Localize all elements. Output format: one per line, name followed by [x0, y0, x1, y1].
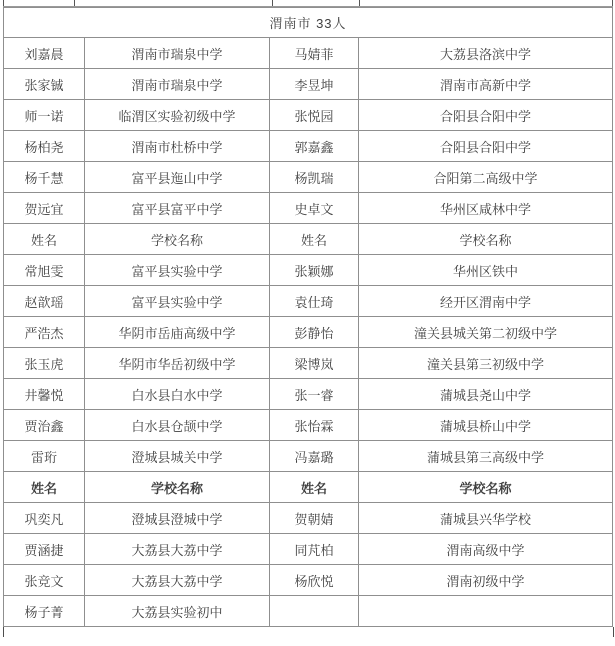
- table-row: [4, 255, 613, 286]
- school-cell: 经开区渭南中学: [359, 286, 613, 317]
- school-cell: 大荔县大荔中学: [85, 534, 270, 565]
- name-cell: 张一睿: [270, 379, 359, 410]
- school-cell: 华阴市华岳初级中学: [85, 348, 270, 379]
- city-header-row: [4, 8, 613, 38]
- name-cell: 贾治鑫: [4, 410, 85, 441]
- name-cell: 张颖娜: [270, 255, 359, 286]
- name-cell: 张家铖: [4, 69, 85, 100]
- name-cell: 井馨悦: [4, 379, 85, 410]
- partial-table-top: [3, 0, 613, 7]
- school-cell: 富平县实验中学: [85, 286, 270, 317]
- name-cell: 常旭雯: [4, 255, 85, 286]
- table-row: [4, 348, 613, 379]
- school-cell: 合阳县合阳中学: [359, 100, 613, 131]
- roster-body: [4, 8, 613, 627]
- name-cell: 张玉虎: [4, 348, 85, 379]
- name-cell: 张悦园: [270, 100, 359, 131]
- school-cell: 富平县实验中学: [85, 255, 270, 286]
- name-cell: 杨柏尧: [4, 131, 85, 162]
- name-cell: 严浩杰: [4, 317, 85, 348]
- name-cell: 郭嘉鑫: [270, 131, 359, 162]
- partial-row-bottom: [3, 627, 614, 637]
- school-cell: 白水县仓颉中学: [85, 410, 270, 441]
- table-row: [4, 596, 613, 627]
- name-cell: 冯嘉璐: [270, 441, 359, 472]
- name-cell: 杨子菁: [4, 596, 85, 627]
- table-row: [4, 565, 613, 596]
- school-cell: 华州区咸林中学: [359, 193, 613, 224]
- name-cell: 杨凯瑞: [270, 162, 359, 193]
- table-row: [4, 193, 613, 224]
- empty-cell: [273, 0, 360, 7]
- school-cell: 潼关县第三初级中学: [359, 348, 613, 379]
- column-header-cell: 学校名称: [85, 472, 270, 503]
- table-row: [4, 162, 613, 193]
- school-cell: 华州区铁中: [359, 255, 613, 286]
- name-cell: 雷珩: [4, 441, 85, 472]
- name-cell: 赵歆瑶: [4, 286, 85, 317]
- partial-row-top: [4, 0, 613, 7]
- school-cell: 白水县白水中学: [85, 379, 270, 410]
- table-row: [4, 38, 613, 69]
- name-cell: 杨欣悦: [270, 565, 359, 596]
- name-cell: 马婧菲: [270, 38, 359, 69]
- school-cell: 潼关县城关第二初级中学: [359, 317, 613, 348]
- school-cell: 渭南高级中学: [359, 534, 613, 565]
- column-header-cell: 姓名: [270, 224, 359, 255]
- name-cell: 师一诺: [4, 100, 85, 131]
- name-cell: 杨千慧: [4, 162, 85, 193]
- school-cell: 蒲城县兴华学校: [359, 503, 613, 534]
- column-header-cell: 学校名称: [85, 224, 270, 255]
- school-cell: 澄城县澄城中学: [85, 503, 270, 534]
- name-cell: 张怡霖: [270, 410, 359, 441]
- column-header-cell: 学校名称: [359, 472, 613, 503]
- name-cell: 梁博岚: [270, 348, 359, 379]
- table-row: [4, 317, 613, 348]
- name-cell: 李昱坤: [270, 69, 359, 100]
- name-cell: 张竞文: [4, 565, 85, 596]
- school-cell: [359, 596, 613, 627]
- school-cell: 合阳第二高级中学: [359, 162, 613, 193]
- school-cell: 渭南市杜桥中学: [85, 131, 270, 162]
- name-cell: 彭静怡: [270, 317, 359, 348]
- school-cell: 华阴市岳庙高级中学: [85, 317, 270, 348]
- empty-cell: [360, 0, 613, 7]
- name-cell: 贾涵捷: [4, 534, 85, 565]
- school-cell: 渭南市瑞泉中学: [85, 38, 270, 69]
- school-cell: 大荔县洛滨中学: [359, 38, 613, 69]
- table-row: [4, 286, 613, 317]
- table-row: [4, 131, 613, 162]
- city-header-cell: 渭南市 33人: [4, 8, 613, 38]
- school-cell: 合阳县合阳中学: [359, 131, 613, 162]
- table-row: [4, 100, 613, 131]
- empty-cell: [4, 0, 75, 7]
- table-row: [4, 441, 613, 472]
- column-header-row: [4, 224, 613, 255]
- column-header-cell: 学校名称: [359, 224, 613, 255]
- table-row: [4, 534, 613, 565]
- school-cell: 临渭区实验初级中学: [85, 100, 270, 131]
- roster-table: [3, 7, 613, 627]
- column-header-row: [4, 472, 613, 503]
- school-cell: 蒲城县第三高级中学: [359, 441, 613, 472]
- school-cell: 大荔县实验初中: [85, 596, 270, 627]
- school-cell: 富平县迤山中学: [85, 162, 270, 193]
- table-row: [4, 410, 613, 441]
- name-cell: 巩奕凡: [4, 503, 85, 534]
- name-cell: 贺朝婧: [270, 503, 359, 534]
- school-cell: 渭南市瑞泉中学: [85, 69, 270, 100]
- school-cell: 富平县富平中学: [85, 193, 270, 224]
- school-cell: 渭南市高新中学: [359, 69, 613, 100]
- empty-cell: [75, 0, 273, 7]
- table-row: [4, 379, 613, 410]
- school-cell: 大荔县大荔中学: [85, 565, 270, 596]
- name-cell: 袁仕琦: [270, 286, 359, 317]
- school-cell: 渭南初级中学: [359, 565, 613, 596]
- school-cell: 澄城县城关中学: [85, 441, 270, 472]
- name-cell: 贺远宜: [4, 193, 85, 224]
- school-cell: 蒲城县桥山中学: [359, 410, 613, 441]
- column-header-cell: 姓名: [4, 472, 85, 503]
- name-cell: 同芃柏: [270, 534, 359, 565]
- name-cell: 史卓文: [270, 193, 359, 224]
- school-cell: 蒲城县尧山中学: [359, 379, 613, 410]
- table-row: [4, 69, 613, 100]
- table-row: [4, 503, 613, 534]
- column-header-cell: 姓名: [4, 224, 85, 255]
- name-cell: [270, 596, 359, 627]
- name-cell: 刘嘉晨: [4, 38, 85, 69]
- column-header-cell: 姓名: [270, 472, 359, 503]
